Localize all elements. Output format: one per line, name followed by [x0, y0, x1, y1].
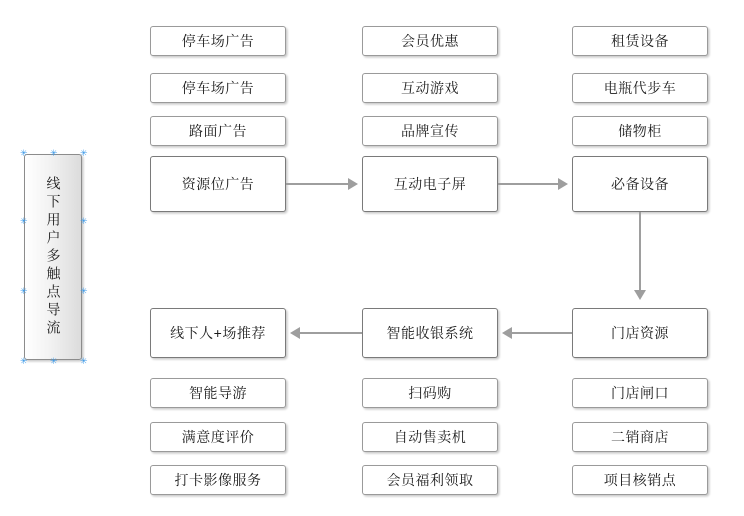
- arrow-col3-down: [639, 212, 641, 290]
- node-col1-top-1[interactable]: 停车场广告: [150, 26, 286, 56]
- selection-handle-top-center[interactable]: [50, 150, 57, 157]
- selection-handle-right-upper[interactable]: [80, 218, 87, 225]
- arrowhead-col3-down: [634, 290, 646, 300]
- node-col2-bottom-1[interactable]: 扫码购: [362, 378, 498, 408]
- node-col3-top-1[interactable]: 租赁设备: [572, 26, 708, 56]
- node-col3-bottom-3[interactable]: 项目核销点: [572, 465, 708, 495]
- node-col1-main-top[interactable]: 资源位广告: [150, 156, 286, 212]
- selection-handle-bottom-right[interactable]: [80, 358, 87, 365]
- arrowhead-col2-to-col3: [558, 178, 568, 190]
- arrowhead-col3-to-col2: [502, 327, 512, 339]
- selection-handle-top-right[interactable]: [80, 150, 87, 157]
- node-col2-top-1[interactable]: 会员优惠: [362, 26, 498, 56]
- node-col1-top-2[interactable]: 停车场广告: [150, 73, 286, 103]
- node-col3-main-top[interactable]: 必备设备: [572, 156, 708, 212]
- selection-handle-top-left[interactable]: [20, 150, 27, 157]
- node-col1-main-bottom[interactable]: 线下人+场推荐: [150, 308, 286, 358]
- arrowhead-col2-to-col1: [290, 327, 300, 339]
- node-col3-top-2[interactable]: 电瓶代步车: [572, 73, 708, 103]
- arrow-col2-to-col3: [498, 183, 558, 185]
- selection-handle-right-lower[interactable]: [80, 288, 87, 295]
- node-col3-bottom-2[interactable]: 二销商店: [572, 422, 708, 452]
- offline-traffic-label-text: 线下用户多触点导流: [45, 176, 62, 338]
- offline-traffic-label-box[interactable]: [24, 154, 82, 360]
- node-col2-bottom-2[interactable]: 自动售卖机: [362, 422, 498, 452]
- selection-handle-bottom-left[interactable]: [20, 358, 27, 365]
- node-col1-bottom-2[interactable]: 满意度评价: [150, 422, 286, 452]
- left-label-group[interactable]: [18, 148, 90, 368]
- selection-handle-bottom-center[interactable]: [50, 358, 57, 365]
- node-col2-top-3[interactable]: 品牌宣传: [362, 116, 498, 146]
- node-col3-top-3[interactable]: 储物柜: [572, 116, 708, 146]
- arrow-col2-to-col1: [300, 332, 362, 334]
- node-col3-bottom-1[interactable]: 门店闸口: [572, 378, 708, 408]
- node-col3-main-bottom[interactable]: 门店资源: [572, 308, 708, 358]
- arrow-col3-to-col2: [512, 332, 572, 334]
- selection-handle-left-lower[interactable]: [20, 288, 27, 295]
- node-col2-top-2[interactable]: 互动游戏: [362, 73, 498, 103]
- arrowhead-col1-to-col2: [348, 178, 358, 190]
- node-col2-main-top[interactable]: 互动电子屏: [362, 156, 498, 212]
- node-col1-top-3[interactable]: 路面广告: [150, 116, 286, 146]
- node-col2-main-bottom[interactable]: 智能收银系统: [362, 308, 498, 358]
- node-col1-bottom-3[interactable]: 打卡影像服务: [150, 465, 286, 495]
- arrow-col1-to-col2: [286, 183, 348, 185]
- node-col2-bottom-3[interactable]: 会员福利领取: [362, 465, 498, 495]
- selection-handle-left-upper[interactable]: [20, 218, 27, 225]
- node-col1-bottom-1[interactable]: 智能导游: [150, 378, 286, 408]
